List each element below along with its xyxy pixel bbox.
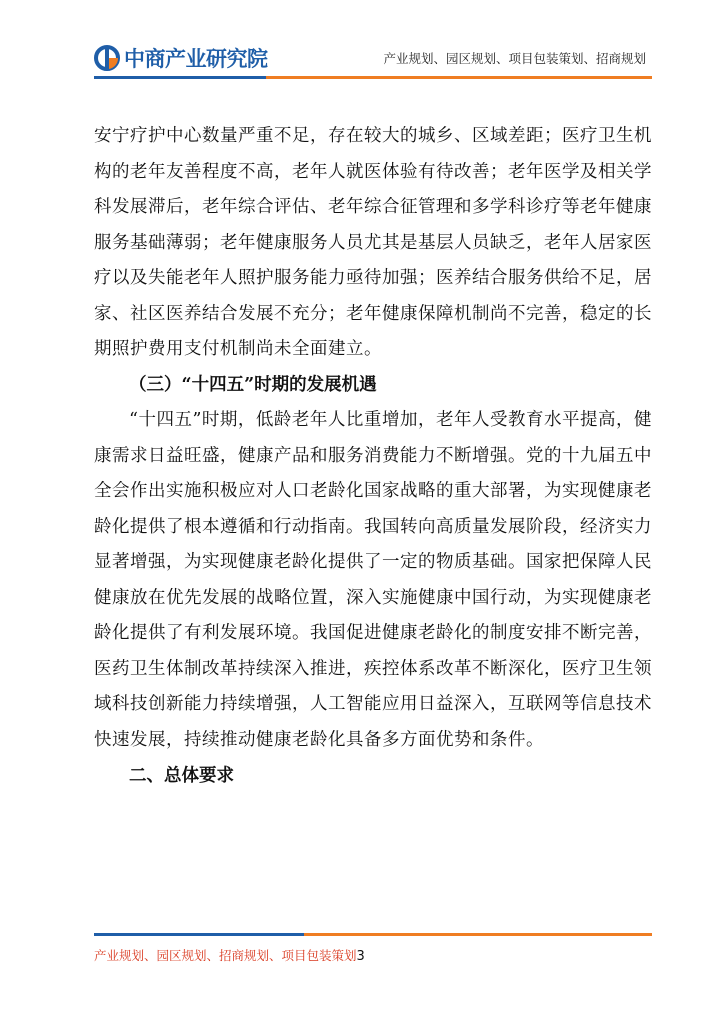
logo-mark-icon [94,45,120,71]
section-heading-general-requirements: 二、总体要求 [129,766,234,786]
header-tagline: 产业规划、园区规划、项目包装策划、招商规划 [383,51,646,66]
footer-rule-blue [94,933,304,936]
paragraph-challenges: 安宁疗护中心数量严重不足，存在较大的城乡、区域差距；医疗卫生机构的老年友善程度不高，老年人就医体验有待改善；老年医学及相关学科发展滞后，老年综合评估、老年综合征管理和多学科诊疗等老年健康服务基础薄弱；老年健康服务人员尤其是基层人员缺乏，老年人居家医疗以及失能老年人照护服务能力亟待加强；医养结合服务供给不足，居家、社区医养结合发展不充分；老年健康保障机制尚不完善，稳定的长期照护费用支付机制尚未全面建立。 [94,126,652,359]
document-body [94,119,652,794]
footer-text: 产业规划、园区规划、招商规划、项目包装策划 [94,948,357,963]
page-header [0,0,724,80]
page-footer [94,946,365,964]
page-number: 3 [356,949,365,964]
company-logo [94,44,268,72]
paragraph-opportunities: “十四五”时期，低龄老年人比重增加，老年人受教育水平提高，健康需求日益旺盛，健康产品和服务消费能力不断增强。党的十九届五中全会作出实施积极应对人口老龄化国家战略的重大部署，为实现健康老龄化提供了根本遵循和行动指南。我国转向高质量发展阶段，经济实力显著增强，为实现健康老龄化提供了一定的物质基础。国家把保障人民健康放在优先发展的战略位置，深入实施健康中国行动，为实现健康老龄化提供了有利发展环境。我国促进健康老龄化的制度安排不断完善，医药卫生体制改革持续深入推进，疾控体系改革不断深化，医疗卫生领域科技创新能力持续增强，人工智能应用日益深入，互联网等信息技术快速发展，持续推动健康老龄化具备多方面优势和条件。 [94,410,652,750]
header-rule-blue [94,76,266,79]
section-heading-opportunities: （三）“十四五”时期的发展机遇 [129,374,377,395]
logo-text: 中商产业研究院 [124,47,268,71]
header-rule-orange [266,76,652,79]
footer-rule-orange [304,933,652,936]
